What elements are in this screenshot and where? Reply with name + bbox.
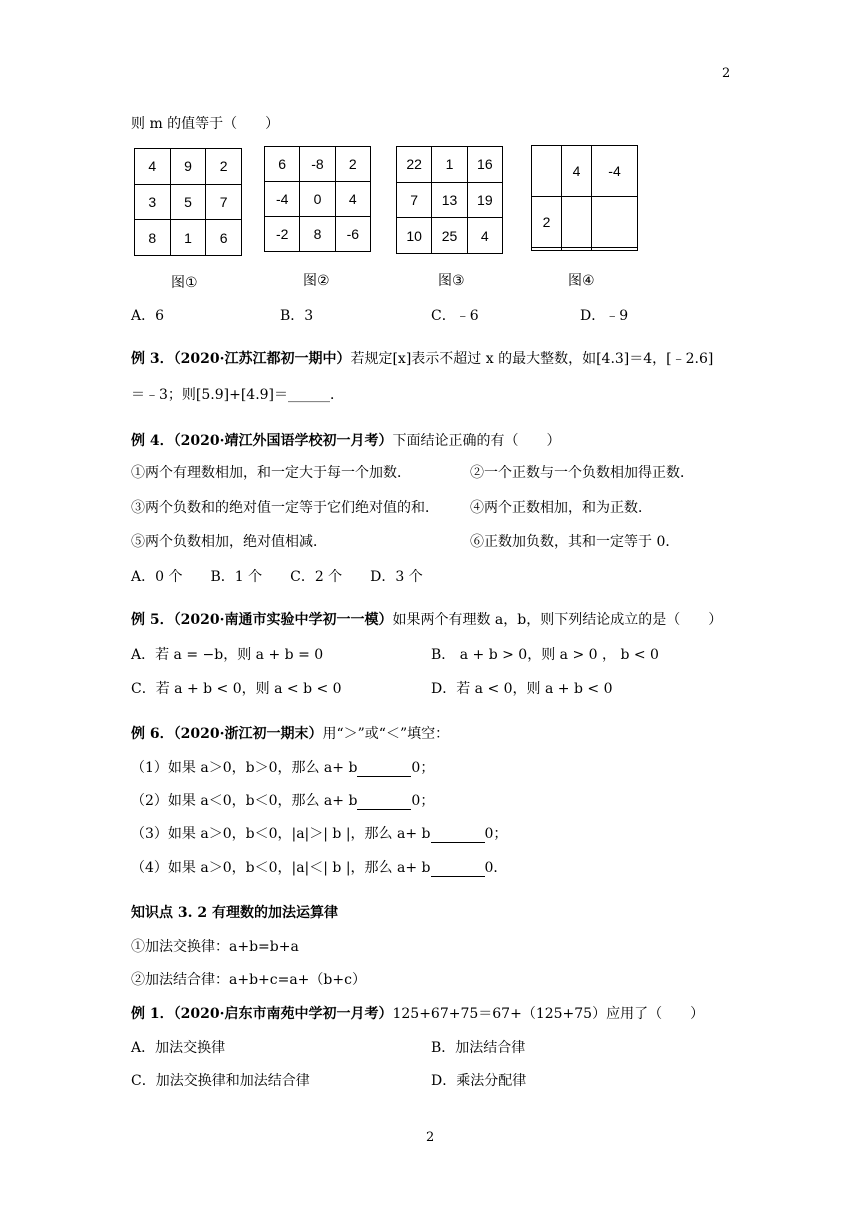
option-a: A．6: [131, 308, 165, 324]
example-1-option-d: D．乘法分配律: [431, 1073, 527, 1089]
example-4-header: [131, 430, 560, 450]
answer-blank: [431, 826, 485, 843]
option-d: D．﹣9: [580, 308, 629, 324]
section-title: 知识点 3. 2 有理数的加法运算律: [131, 905, 338, 921]
example-6-stem: 用“＞”或“＜”填空：: [322, 726, 450, 742]
example-4-options: A．0 个 B．1 个 C．2 个 D．3 个: [131, 569, 423, 585]
example-5-option-d: D．若 a < 0，则 a + b < 0: [431, 681, 613, 697]
footer-page-number: 2: [426, 1130, 435, 1145]
figure-4-caption: 图④: [568, 273, 595, 289]
option-b: B．3: [280, 308, 314, 324]
example-3-line-1: [131, 348, 713, 368]
magic-square-figure-1: 4 9 2 3 5 7 8 1 6: [134, 148, 242, 256]
example-5-option-b: B． a + b > 0，则 a > 0 ， b < 0: [431, 647, 659, 663]
example-5-option-c: C．若 a + b < 0，则 a < b < 0: [131, 681, 342, 697]
statement-6: ⑥正数加负数，其和一定等于 0．: [470, 534, 680, 550]
figure-3-caption: 图③: [438, 273, 465, 289]
example-5-stem: 如果两个有理数 a，b，则下列结论成立的是（ ）: [392, 612, 723, 628]
example-1-option-b: B．加法结合律: [431, 1040, 526, 1056]
example-5-option-a: A．若 a = −b，则 a + b = 0: [131, 647, 324, 663]
example-4-stem: 下面结论正确的有（ ）: [392, 433, 561, 449]
example-3-label: 例 3．（2020·江苏江都初一期中）: [131, 351, 351, 367]
example-1-option-c: C．加法交换律和加法结合律: [131, 1073, 310, 1089]
question-intro: 则 m 的值等于（ ）: [131, 116, 280, 132]
addition-commutative-law: ①加法交换律：a+b=b+a: [131, 939, 299, 955]
statement-4: ④两个正数相加，和为正数．: [470, 500, 652, 516]
example-3-text: 若规定[x]表示不超过 x 的最大整数，如[4.3]＝4，[﹣2.6]: [350, 351, 714, 367]
answer-blank: [357, 793, 411, 810]
example-6-item-1: （1）如果 a＞0，b＞0，那么 a+ b 0；: [131, 760, 435, 776]
example-5-label: 例 5．（2020·南通市实验中学初一一模）: [131, 612, 393, 628]
example-6-item-3: （3）如果 a＞0，b＜0，|a|＞| b |，那么 a+ b 0；: [131, 826, 508, 842]
example-4-label: 例 4．（2020·靖江外国语学校初一月考）: [131, 433, 393, 449]
example-5-header: [131, 609, 722, 629]
statement-2: ②一个正数与一个负数相加得正数．: [470, 465, 694, 481]
statement-1: ①两个有理数相加，和一定大于每一个加数．: [131, 465, 411, 481]
example-1-header: [131, 1003, 704, 1023]
answer-blank: [431, 860, 485, 877]
answer-blank: [357, 760, 411, 777]
magic-square-figure-3: 22 1 16 7 13 19 10 25 4: [396, 146, 503, 254]
example-6-label: 例 6．（2020·浙江初一期末）: [131, 726, 323, 742]
addition-associative-law: ②加法结合律：a+b+c=a+（b+c）: [131, 972, 366, 988]
option-c: C．﹣6: [431, 308, 479, 324]
example-6-item-4: （4）如果 a＞0，b＜0，|a|＜| b |，那么 a+ b 0．: [131, 860, 508, 876]
example-3-line-2: ＝﹣3；则[5.9]+[4.9]＝______．: [131, 387, 345, 403]
statement-3: ③两个负数和的绝对值一定等于它们绝对值的和．: [131, 500, 439, 516]
example-1-stem: 125+67+75＝67+（125+75）应用了（ ）: [392, 1006, 705, 1022]
magic-square-figure-4: 4 -4 2: [531, 145, 638, 251]
figure-2-caption: 图②: [303, 273, 330, 289]
magic-square-figure-2: 6 -8 2 -4 0 4 -2 8 -6: [264, 146, 371, 252]
example-6-header: [131, 723, 449, 743]
header-page-number: 2: [722, 66, 731, 81]
statement-5: ⑤两个负数相加，绝对值相减．: [131, 534, 327, 550]
example-6-item-2: （2）如果 a＜0，b＜0，那么 a+ b 0；: [131, 793, 435, 809]
example-1-label: 例 1．（2020·启东市南苑中学初一月考）: [131, 1006, 393, 1022]
figure-1-caption: 图①: [171, 275, 198, 291]
example-1-option-a: A．加法交换律: [131, 1040, 226, 1056]
